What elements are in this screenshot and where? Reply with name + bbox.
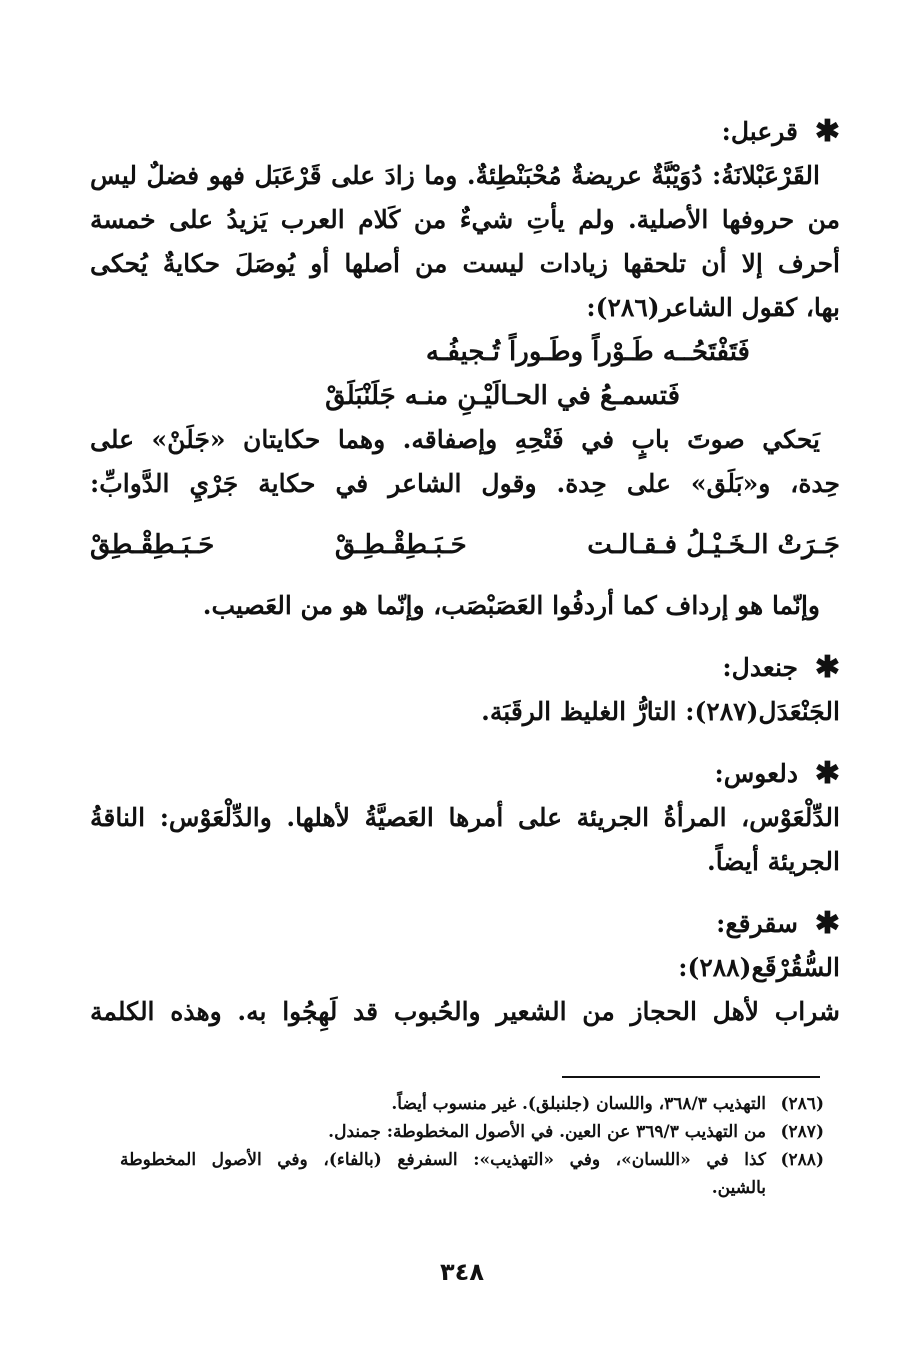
text-line: وإنّما هو إرداف كما أردفُوا العَصَبْصَب، وإنّما هو من العَصيب. bbox=[202, 591, 820, 620]
entry-qarabal bbox=[90, 110, 840, 628]
heading-text: قرعبل: bbox=[721, 117, 798, 146]
text-line: يَحكي صوتَ بابٍ في فَتْحِهِ وإصفاقه. وهما حكايتان «جَلَنْ» على bbox=[90, 425, 820, 454]
text-line: أحرف إلا أن تلحقها زيادات ليست من أصلها أو يُوصَلَ حكايةٌ يُحكى bbox=[90, 249, 840, 278]
text-line: السُّقُرْقَع(٢٨٨): bbox=[678, 953, 840, 982]
entry-janadal bbox=[90, 646, 840, 734]
poem-part: حَـبَـطِقْـطِقْ bbox=[90, 530, 215, 560]
entry-suqurqa bbox=[90, 902, 840, 1034]
footnote bbox=[120, 1118, 824, 1146]
heading-text: جنعدل: bbox=[722, 653, 798, 682]
asterisk-icon: ✱ bbox=[814, 756, 840, 791]
poem-part: جَـرَتْ الـخَـيْـلُ فـقـالـت bbox=[587, 530, 840, 560]
text-line: من حروفها الأصلية. ولم يأتِ شيءٌ من كَلام العرب يَزيدُ على خمسة bbox=[90, 205, 840, 234]
asterisk-icon: ✱ bbox=[814, 906, 840, 941]
footnote-separator bbox=[562, 1076, 820, 1078]
text-line: الجَنْعَدَل(٢٨٧): التارُّ الغليظ الرقَبَة. bbox=[481, 697, 840, 726]
entry-heading bbox=[90, 646, 840, 690]
text-line: الدِّلْعَوْس، المرأةُ الجريئة على أمرها العَصيَّةُ لأهلها. والدِّلْعَوْس: الناقةُ bbox=[90, 803, 840, 832]
footnote-number: (٢٨٧) bbox=[780, 1122, 824, 1142]
entry-heading bbox=[90, 110, 840, 154]
poem-part: حَـبَـطِقْـطِـقْ bbox=[334, 530, 467, 560]
text-line: شراب لأهل الحجاز من الشعير والحُبوب قد لَهِجُوا به. وهذه الكلمة bbox=[90, 997, 840, 1026]
page-number: ٣٤٨ bbox=[440, 1258, 484, 1286]
poem-row bbox=[90, 506, 840, 584]
footnote-text: من التهذيب ٣٦٩/٣ عن العين. في الأصول المخطوطة: جمندل. bbox=[328, 1122, 766, 1142]
text-line: بها، كقول الشاعر(٢٨٦): bbox=[586, 293, 840, 322]
footnote-number: (٢٨٨) bbox=[780, 1150, 824, 1170]
main-text bbox=[90, 110, 840, 1052]
heading-text: سقرقع: bbox=[716, 909, 798, 938]
entry-heading bbox=[90, 902, 840, 946]
entry-heading bbox=[90, 752, 840, 796]
asterisk-icon: ✱ bbox=[814, 114, 840, 149]
footnote-text: بالشين. bbox=[711, 1178, 766, 1198]
footnote bbox=[120, 1146, 824, 1174]
text-line: الجريئة أيضاً. bbox=[706, 847, 840, 876]
footnote-text: التهذيب ٣٦٨/٣، واللسان (جلنبلق). غير منسوب أيضاً. bbox=[391, 1094, 766, 1114]
heading-text: دلعوس: bbox=[714, 759, 798, 788]
footnote bbox=[120, 1090, 824, 1118]
footnote-continuation bbox=[120, 1174, 824, 1202]
footnotes bbox=[120, 1090, 824, 1202]
poem-verse-1: فَتَفْتَحُــه طَـوْراً وطَـوراً تُـجيفُـه bbox=[425, 337, 750, 367]
text-line: القَرْعَبْلانَةُ: دُوَيْبَّةٌ عريضةٌ مُحْبَنْطِئةٌ. وما زادَ على قَرْعَبَل فهو فضلٌ ليس bbox=[90, 161, 820, 190]
entry-dalaws bbox=[90, 752, 840, 884]
footnote-number: (٢٨٦) bbox=[780, 1094, 824, 1114]
text-line: حِدة، و«بَلَق» على حِدة. وقول الشاعر في حكاية جَرْيِ الدَّوابِّ: bbox=[90, 469, 840, 498]
footnote-spacer bbox=[784, 1174, 824, 1202]
poem-verse-2: فَتسمـعُ في الحـالَيْـنِ منـه جَلَنْبَلَقْ bbox=[325, 381, 680, 411]
asterisk-icon: ✱ bbox=[814, 650, 840, 685]
footnote-text: كذا في «اللسان»، وفي «التهذيب»: السفرفع (بالفاء)، وفي الأصول المخطوطة bbox=[120, 1150, 766, 1170]
